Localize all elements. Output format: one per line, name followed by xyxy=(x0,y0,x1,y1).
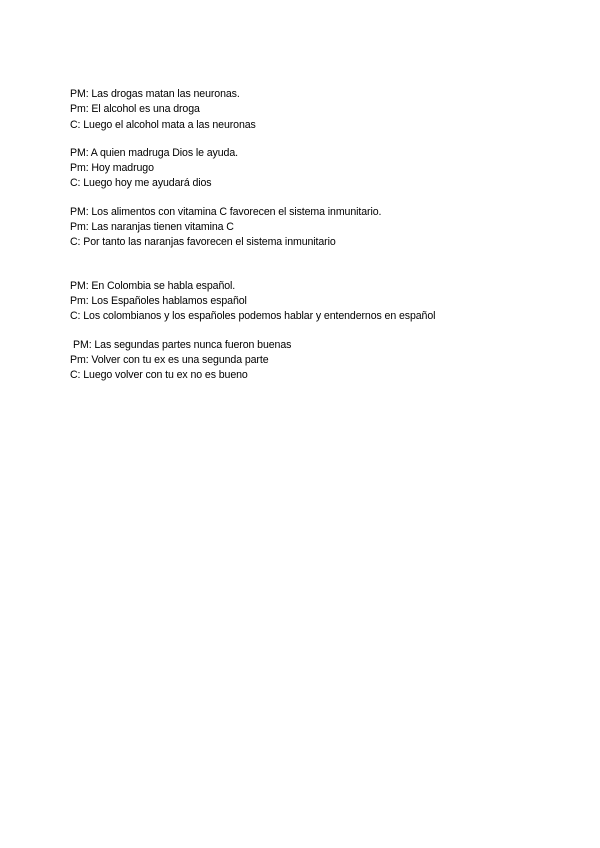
major-premise: PM: Las segundas partes nunca fueron buenas xyxy=(73,338,292,351)
syllogism-vitamina xyxy=(70,205,570,251)
conclusion: C: Los colombianos y los españoles podemos hablar y entendernos en español xyxy=(70,310,436,323)
spacer xyxy=(70,251,570,279)
spacer xyxy=(70,192,570,205)
syllogism-segundas-partes xyxy=(70,338,570,384)
syllogism-madruga xyxy=(70,146,570,192)
minor-premise: Pm: Hoy madrugo xyxy=(70,162,154,175)
major-premise: PM: A quien madruga Dios le ayuda. xyxy=(70,146,238,159)
syllogism-drogas xyxy=(70,87,570,133)
conclusion: C: Por tanto las naranjas favorecen el sistema inmunitario xyxy=(70,236,336,249)
major-premise: PM: Los alimentos con vitamina C favorecen el sistema inmunitario. xyxy=(70,205,382,218)
minor-premise: Pm: El alcohol es una droga xyxy=(70,103,200,116)
minor-premise: Pm: Volver con tu ex es una segunda parte xyxy=(70,353,269,366)
conclusion: C: Luego volver con tu ex no es bueno xyxy=(70,369,248,382)
document-body xyxy=(70,87,570,383)
spacer xyxy=(70,133,570,146)
spacer xyxy=(70,325,570,338)
minor-premise: Pm: Las naranjas tienen vitamina C xyxy=(70,221,234,234)
conclusion: C: Luego hoy me ayudará dios xyxy=(70,177,212,190)
major-premise: PM: En Colombia se habla español. xyxy=(70,279,236,292)
major-premise: PM: Las drogas matan las neuronas. xyxy=(70,88,240,100)
conclusion: C: Luego el alcohol mata a las neuronas xyxy=(70,118,256,131)
syllogism-espanol xyxy=(70,279,570,325)
minor-premise: Pm: Los Españoles hablamos español xyxy=(70,294,247,307)
